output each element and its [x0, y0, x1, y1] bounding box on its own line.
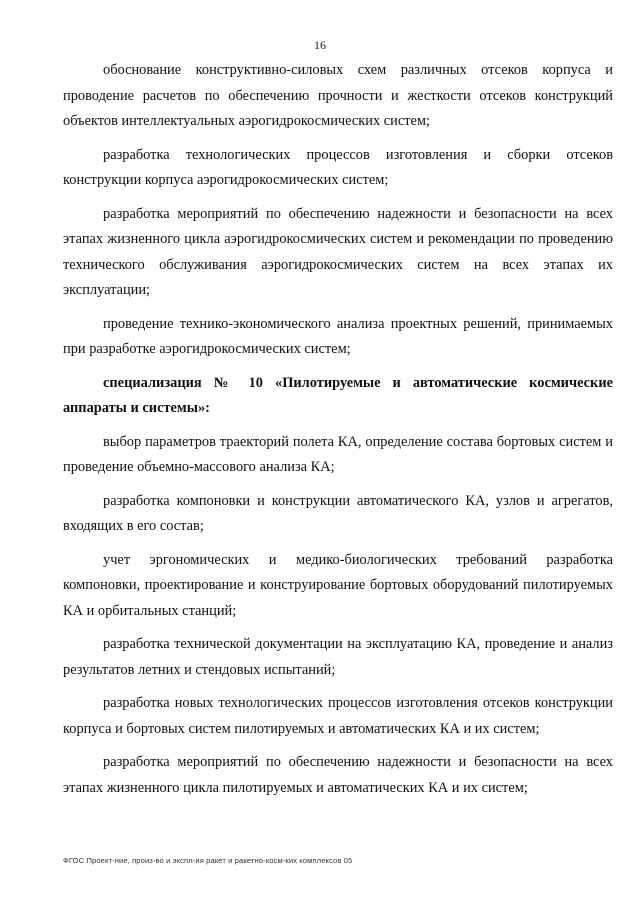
page-footer: ФГОС Проект-ние, произ-во и экспл-ия ракет и ракетно-косм-ких комплексов 05: [63, 856, 353, 865]
paragraph: учет эргономических и медико-биологических требований разработка компоновки, проектирование и конструирование бортовых оборудований пилотируемых КА и орбитальных станций;: [63, 551, 613, 619]
paragraph: разработка новых технологических процессов изготовления отсеков конструкции корпуса и бортовых систем пилотируемых и автоматических КА и их систем;: [63, 695, 613, 737]
page-number: 16: [314, 38, 326, 52]
paragraph: разработка технологических процессов изготовления и сборки отсеков конструкции корпуса аэрогидрокосмических систем;: [63, 146, 613, 188]
paragraph: разработка мероприятий по обеспечению надежности и безопасности на всех этапах жизненного цикла пилотируемых и автоматических КА и их систем;: [63, 754, 613, 796]
paragraph: выбор параметров траекторий полета КА, определение состава бортовых систем и проведение объемно-массового анализа КА;: [63, 433, 613, 475]
page-body: [63, 58, 613, 809]
paragraph: проведение технико-экономического анализа проектных решений, принимаемых при разработке аэрогидрокосмических систем;: [63, 315, 613, 357]
paragraph: разработка технической документации на эксплуатацию КА, проведение и анализ результатов летних и стендовых испытаний;: [63, 636, 613, 678]
paragraph: обоснование конструктивно-силовых схем различных отсеков корпуса и проводение расчетов по обеспечению прочности и жесткости отсеков конструкций объектов интеллектуальных аэрогидрокосмических систем;: [63, 62, 613, 129]
paragraph: разработка мероприятий по обеспечению надежности и безопасности на всех этапах жизненного цикла аэрогидрокосмических систем и рекомендации по проведению технического обслуживания аэрогидрокосмических систем на всех этапах их эксплуатации;: [63, 205, 613, 298]
section-heading: специализация № 10 «Пилотируемые и автоматические космические аппараты и системы»:: [63, 374, 613, 416]
paragraph: разработка компоновки и конструкции автоматического КА, узлов и агрегатов, входящих в его состав;: [63, 492, 613, 534]
